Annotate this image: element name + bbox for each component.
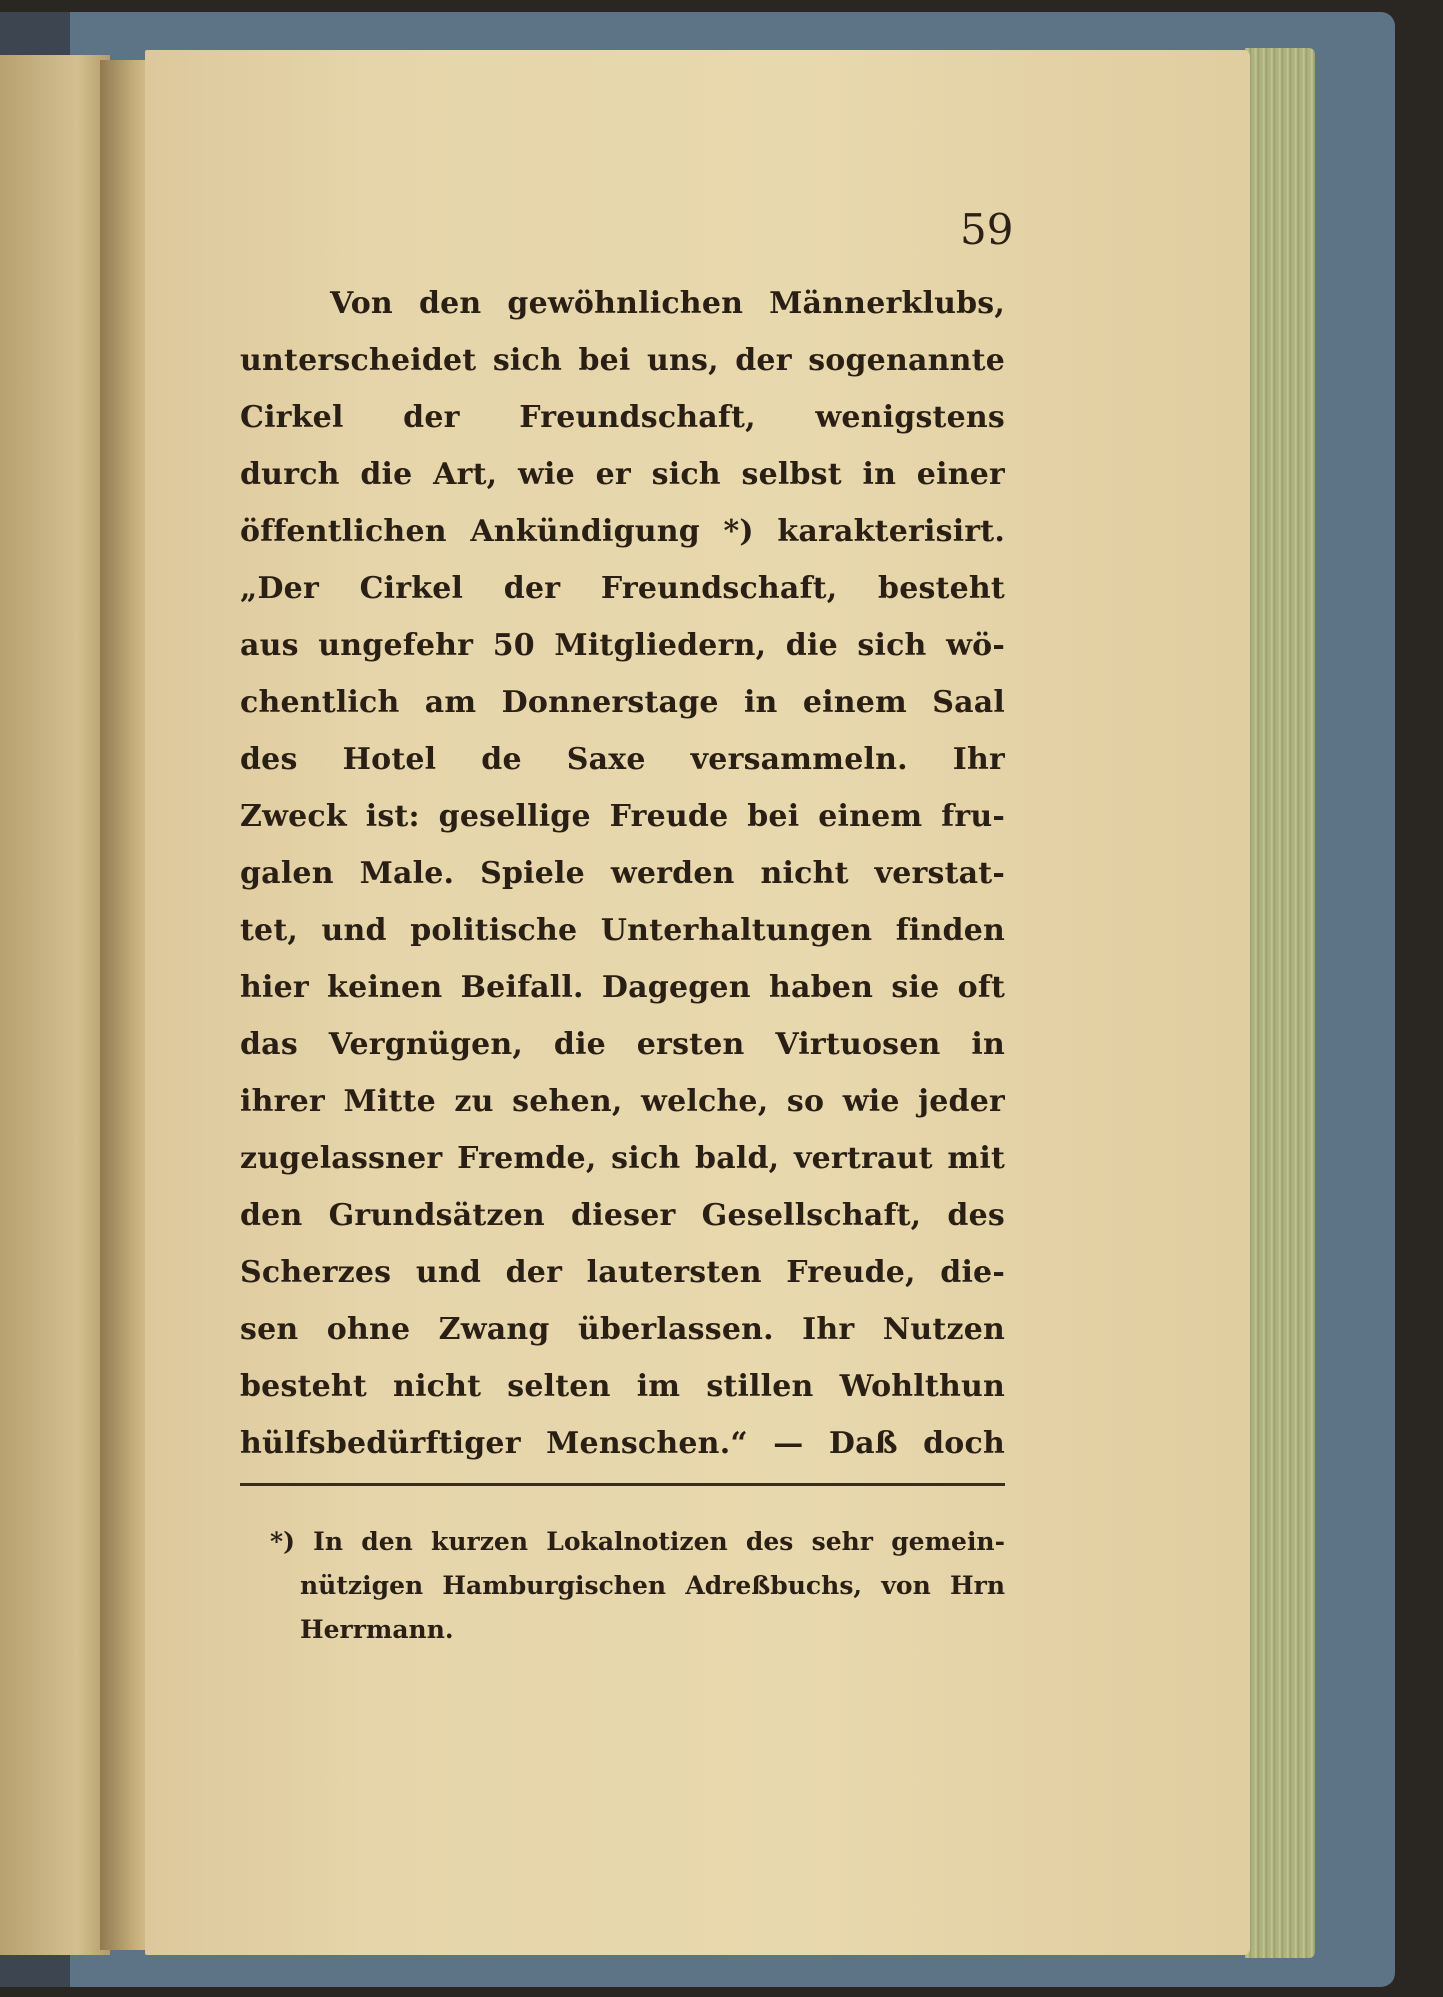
text-line: das Vergnügen, die ersten Virtuosen in (240, 1027, 1005, 1062)
text-line: des Hotel de Saxe versammeln. Ihr (240, 742, 1005, 777)
text-line: zugelassner Fremde, sich bald, vertraut mit (240, 1141, 1005, 1176)
text-line: unterscheidet sich bei uns, der sogenannte (240, 343, 1005, 378)
text-line: aus ungefehr 50 Mitgliedern, die sich wö- (240, 628, 1005, 663)
text-line: Zweck ist: gesellige Freude bei einem fru- (240, 799, 1005, 834)
text-line: Cirkel der Freundschaft, wenigstens (240, 400, 1005, 435)
text-line: hülfsbedürftiger Menschen.“ — Daß doch (240, 1426, 1005, 1461)
text-line: durch die Art, wie er sich selbst in einer (240, 457, 1005, 492)
text-line: Von den gewöhnlichen Männerklubs, (330, 286, 1005, 321)
footnote-rule (240, 1483, 1005, 1486)
text-line: „Der Cirkel der Freundschaft, besteht (240, 571, 1005, 606)
text-line: hier keinen Beifall. Dagegen haben sie oft (240, 970, 1005, 1005)
text-line: Scherzes und der lautersten Freude, die- (240, 1255, 1005, 1290)
text-line: besteht nicht selten im stillen Wohlthun (240, 1369, 1005, 1404)
footnote-line: Herrmann. (300, 1615, 454, 1644)
text-line: öffentlichen Ankündigung *) karakterisirt. (240, 514, 1005, 549)
text-line: den Grundsätzen dieser Gesellschaft, des (240, 1198, 1005, 1233)
text-line: chentlich am Donnerstage in einem Saal (240, 685, 1005, 720)
footnote-line: *) In den kurzen Lokalnotizen des sehr gemein- (270, 1527, 1005, 1556)
body-text (240, 275, 1005, 1472)
left-page-edge (0, 55, 110, 1955)
text-line: sen ohne Zwang überlassen. Ihr Nutzen (240, 1312, 1005, 1347)
footnote-line: nützigen Hamburgischen Adreßbuchs, von Hrn (300, 1571, 1005, 1600)
text-line: galen Male. Spiele werden nicht verstat- (240, 856, 1005, 891)
page-block-edges (1245, 48, 1315, 1958)
text-line: tet, und politische Unterhaltungen finden (240, 913, 1005, 948)
footnote (240, 1520, 1005, 1652)
page-number: 59 (960, 205, 1014, 254)
text-line: ihrer Mitte zu sehen, welche, so wie jeder (240, 1084, 1005, 1119)
